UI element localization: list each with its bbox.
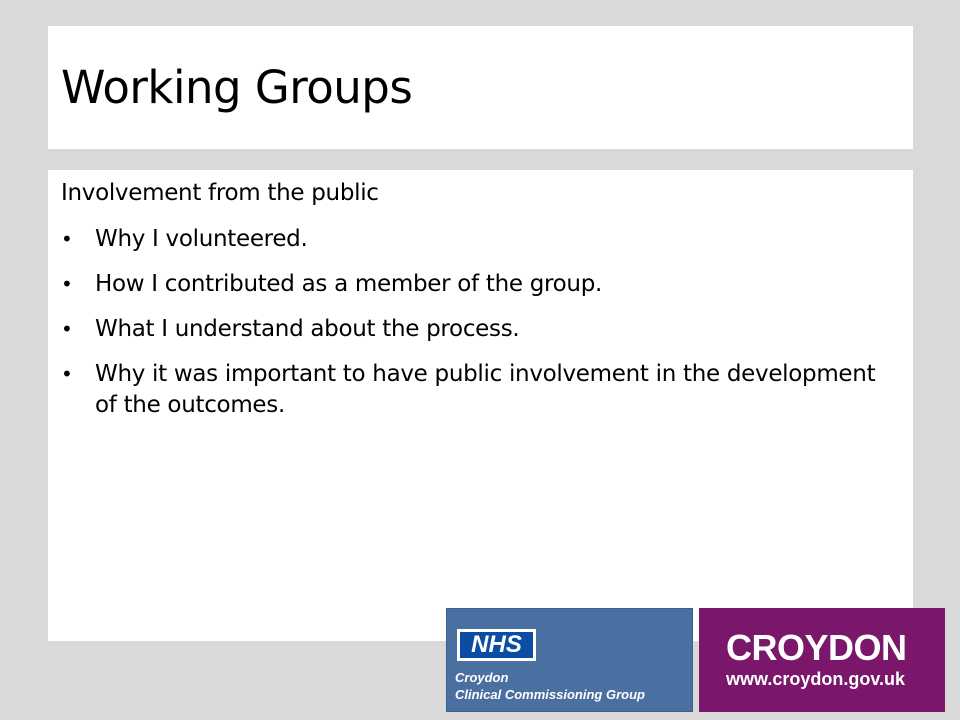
bullet-icon: • (61, 362, 73, 386)
bullet-text: How I contributed as a member of the group. (95, 271, 603, 297)
bullet-icon: • (61, 227, 73, 251)
nhs-croydon-ccg-logo (446, 608, 693, 712)
croydon-council-logo (699, 608, 945, 712)
bullet-text: Why it was important to have public involvement in the development of the outcomes. (95, 361, 876, 418)
nhs-org-name (455, 669, 645, 703)
bullet-text: Why I volunteered. (95, 226, 308, 252)
nhs-org-line1: Croydon (455, 670, 509, 685)
nhs-logo-mark: NHS (460, 632, 533, 658)
title-panel (48, 26, 913, 149)
content-panel (48, 170, 913, 641)
nhs-org-line2: Clinical Commissioning Group (455, 687, 645, 702)
bullet-icon: • (61, 272, 73, 296)
bullet-item (61, 224, 881, 255)
nhs-logo-icon (457, 629, 536, 661)
bullet-item (61, 314, 881, 345)
slide-title: Working Groups (61, 61, 413, 114)
bullet-icon: • (61, 317, 73, 341)
croydon-name: CROYDON (726, 627, 907, 668)
bullet-item (61, 269, 881, 300)
croydon-url: www.croydon.gov.uk (726, 669, 906, 689)
intro-text: Involvement from the public (61, 180, 379, 206)
bullet-item (61, 359, 881, 421)
bullet-list (61, 224, 881, 435)
bullet-text: What I understand about the process. (95, 316, 520, 342)
